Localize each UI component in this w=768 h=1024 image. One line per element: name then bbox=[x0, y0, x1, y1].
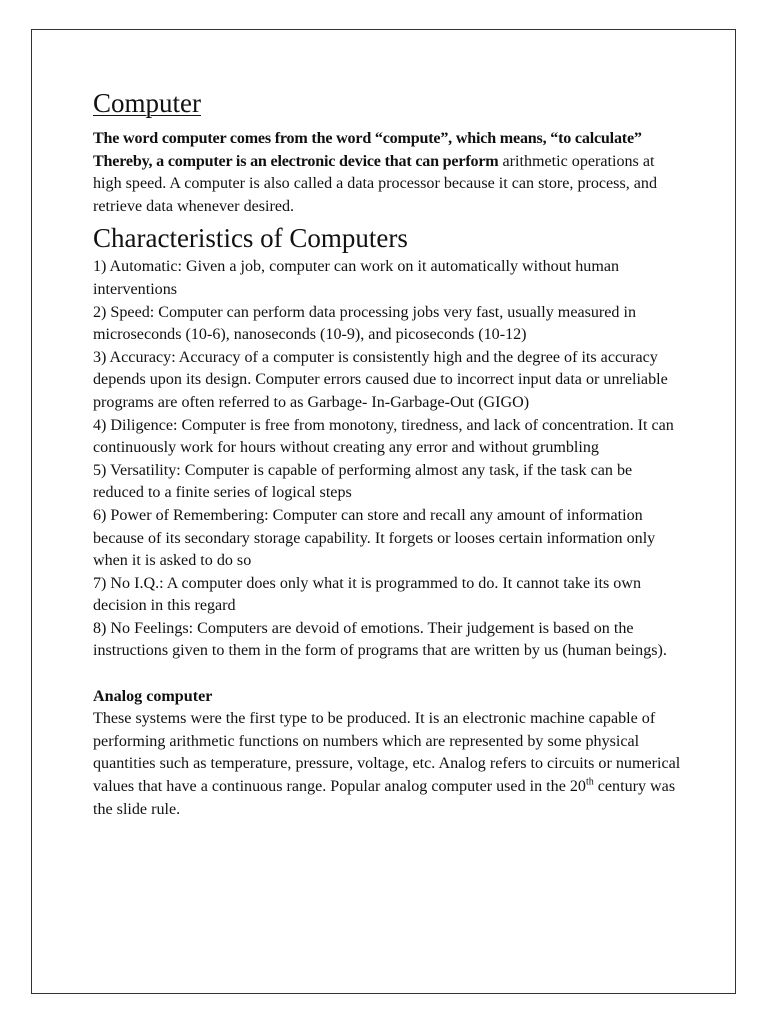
analog-heading: Analog computer bbox=[93, 687, 213, 705]
document-body bbox=[93, 86, 683, 821]
list-item: 4) Diligence: Computer is free from monotony, tiredness, and lack of concentration. It can continuously work for hours without creating any error and without grumbling bbox=[93, 416, 674, 457]
list-item: 5) Versatility: Computer is capable of performing almost any task, if the task can be reduced to a finite series of logical steps bbox=[93, 461, 633, 502]
intro-bold-text: The word computer comes from the word “compute”, which means, “to calculate” Thereby, a computer is an electronic device that can perform bbox=[93, 130, 642, 170]
analog-text-end: century was the slide rule. bbox=[93, 778, 676, 818]
list-item: 1) Automatic: Given a job, computer can work on it automatically without human interventions bbox=[93, 258, 620, 298]
list-item: 3) Accuracy: Accuracy of a computer is consistently high and the degree of its accuracy depends upon its design. Computer errors caused due to incorrect input data or unreliable programs are often referred to as Garbage- In-Garbage-Out (GIGO) bbox=[93, 348, 668, 411]
analog-text: These systems were the first type to be produced. It is an electronic machine capable of performing arithmetic functions on numbers which are represented by some physical quantities such as temperature, pressure, voltage, etc. Analog refers to circuits or numerical values that have a continuous range. Popular analog computer used in the 20 bbox=[93, 710, 681, 796]
analog-paragraph bbox=[93, 708, 683, 821]
intro-text: arithmetic operations at high speed. A computer is also called a data processor because it can store, process, and retrieve data whenever desired. bbox=[93, 152, 657, 215]
list-item: 2) Speed: Computer can perform data processing jobs very fast, usually measured in microseconds (10-6), nanoseconds (10-9), and picoseconds (10-12) bbox=[93, 303, 637, 344]
intro-paragraph bbox=[93, 128, 683, 218]
characteristics-heading: Characteristics of Computers bbox=[93, 223, 408, 254]
ordinal-superscript: th bbox=[585, 776, 594, 788]
document-title: Computer bbox=[93, 88, 201, 118]
list-item: 7) No I.Q.: A computer does only what it is programmed to do. It cannot take its own decision in this regard bbox=[93, 574, 641, 615]
list-item: 8) No Feelings: Computers are devoid of emotions. Their judgement is based on the instructions given to them in the form of programs that are written by us (human beings). bbox=[93, 619, 667, 660]
list-item: 6) Power of Remembering: Computer can store and recall any amount of information because of its secondary storage capability. It forgets or looses certain information only when it is asked to do so bbox=[93, 506, 656, 570]
characteristics-list bbox=[93, 256, 683, 663]
